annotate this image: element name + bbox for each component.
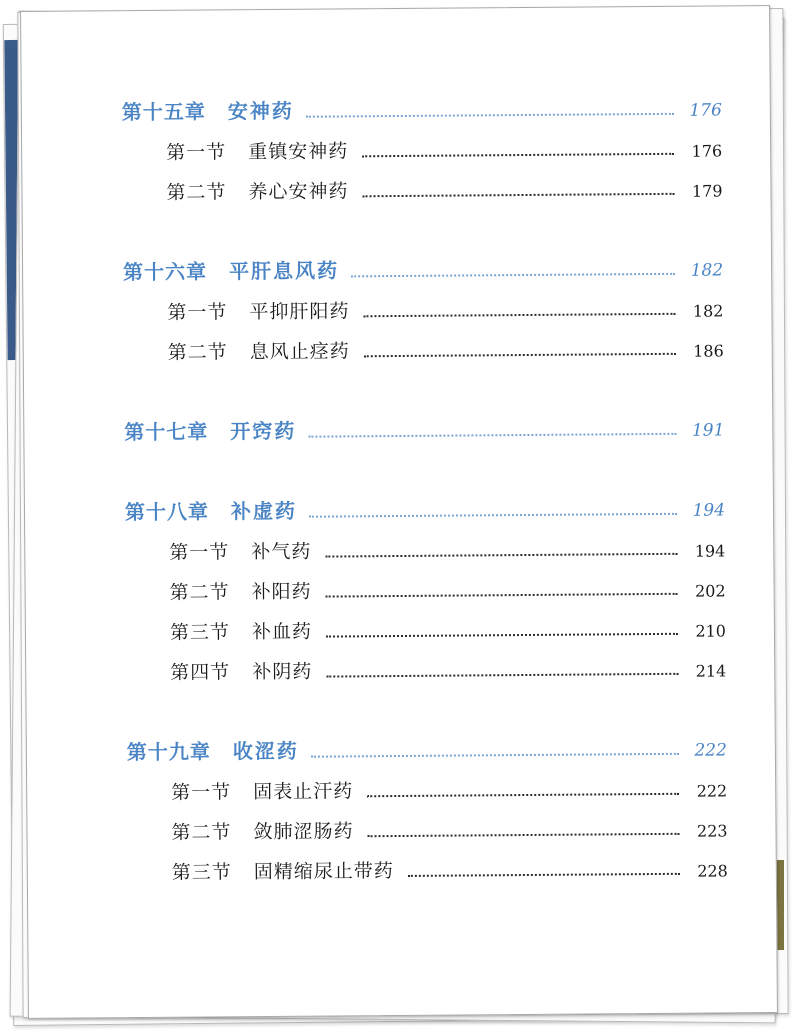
chapter-entry[interactable]	[125, 480, 725, 525]
section-number: 第二节	[171, 821, 232, 844]
section-number: 第一节	[166, 141, 227, 164]
section-title: 重镇安神药	[248, 140, 349, 164]
section-number: 第四节	[170, 661, 231, 684]
chapter-title: 开窍药	[230, 418, 297, 444]
section-number: 第一节	[167, 301, 228, 324]
section-title: 固精缩尿止带药	[253, 860, 394, 884]
toc-chapter	[122, 80, 723, 205]
chapter-page-number: 182	[690, 260, 724, 281]
dot-leader	[362, 153, 674, 157]
dot-leader	[363, 193, 675, 197]
dot-leader	[326, 633, 678, 638]
section-entry[interactable]	[126, 640, 726, 685]
section-page-number: 176	[691, 141, 723, 161]
section-title: 固表止汗药	[253, 780, 354, 804]
chapter-page-number: 222	[694, 740, 727, 761]
section-title: 敛肺涩肠药	[253, 820, 354, 844]
chapter-number: 第十九章	[126, 739, 211, 765]
section-page-number: 223	[696, 821, 728, 841]
section-page-number: 182	[692, 301, 724, 321]
section-number: 第一节	[171, 781, 232, 804]
toc-chapter	[125, 480, 727, 685]
section-page-number: 186	[693, 341, 724, 361]
section-entry[interactable]	[122, 120, 722, 165]
section-page-number: 210	[695, 621, 727, 641]
dot-leader	[326, 593, 678, 598]
section-entry[interactable]	[124, 320, 724, 365]
chapter-number: 第十五章	[121, 99, 206, 125]
section-title: 补血药	[251, 620, 313, 644]
chapter-title: 收涩药	[232, 738, 299, 764]
toc-page	[20, 5, 778, 1019]
section-title: 补阴药	[252, 660, 313, 684]
chapter-entry[interactable]	[123, 240, 723, 285]
dot-leader	[408, 873, 680, 877]
section-page-number: 228	[697, 861, 728, 881]
section-title: 息风止痉药	[249, 340, 350, 364]
section-number: 第三节	[171, 861, 232, 884]
dot-leader	[364, 353, 676, 357]
section-entry[interactable]	[125, 560, 725, 605]
section-entry[interactable]	[126, 600, 726, 645]
chapter-page-number: 176	[689, 100, 722, 121]
dot-leader	[311, 753, 679, 758]
chapter-title: 平肝息风药	[229, 258, 340, 284]
section-entry[interactable]	[127, 800, 727, 845]
section-number: 第二节	[166, 181, 227, 204]
dot-leader	[363, 313, 675, 317]
dot-leader	[308, 433, 676, 438]
section-title: 养心安神药	[248, 180, 349, 204]
chapter-title: 安神药	[227, 98, 294, 124]
section-number: 第二节	[169, 581, 230, 604]
section-title: 补气药	[251, 540, 312, 564]
chapter-page-number: 194	[692, 500, 726, 521]
chapter-number: 第十八章	[124, 499, 210, 525]
chapter-number: 第十六章	[123, 259, 208, 285]
dot-leader	[309, 513, 677, 518]
section-entry[interactable]	[128, 840, 728, 885]
section-page-number: 194	[694, 541, 726, 561]
chapter-entry[interactable]	[127, 720, 727, 765]
section-number: 第三节	[169, 621, 231, 644]
section-number: 第一节	[169, 541, 230, 564]
dot-leader	[351, 273, 675, 278]
section-page-number: 214	[695, 661, 727, 681]
section-entry[interactable]	[122, 160, 722, 205]
section-page-number: 202	[695, 581, 726, 601]
section-number: 第二节	[167, 341, 228, 364]
dot-leader	[306, 113, 674, 118]
section-page-number: 179	[691, 181, 723, 201]
section-title: 平抑肝阳药	[249, 300, 350, 324]
chapter-number: 第十七章	[124, 419, 209, 445]
dot-leader	[367, 793, 679, 797]
dot-leader	[368, 833, 680, 837]
section-title: 补阳药	[251, 580, 312, 604]
section-entry[interactable]	[125, 520, 725, 565]
chapter-title: 补虚药	[230, 498, 298, 524]
table-of-contents	[122, 80, 729, 925]
dot-leader	[325, 553, 677, 558]
chapter-page-number: 191	[691, 420, 725, 441]
dot-leader	[326, 673, 678, 678]
toc-chapter	[124, 400, 724, 445]
section-entry[interactable]	[123, 280, 723, 325]
section-page-number: 222	[696, 781, 728, 801]
chapter-entry[interactable]	[124, 400, 724, 445]
section-entry[interactable]	[127, 760, 727, 805]
chapter-entry[interactable]	[122, 80, 722, 125]
toc-chapter	[123, 240, 724, 365]
toc-chapter	[127, 720, 728, 885]
